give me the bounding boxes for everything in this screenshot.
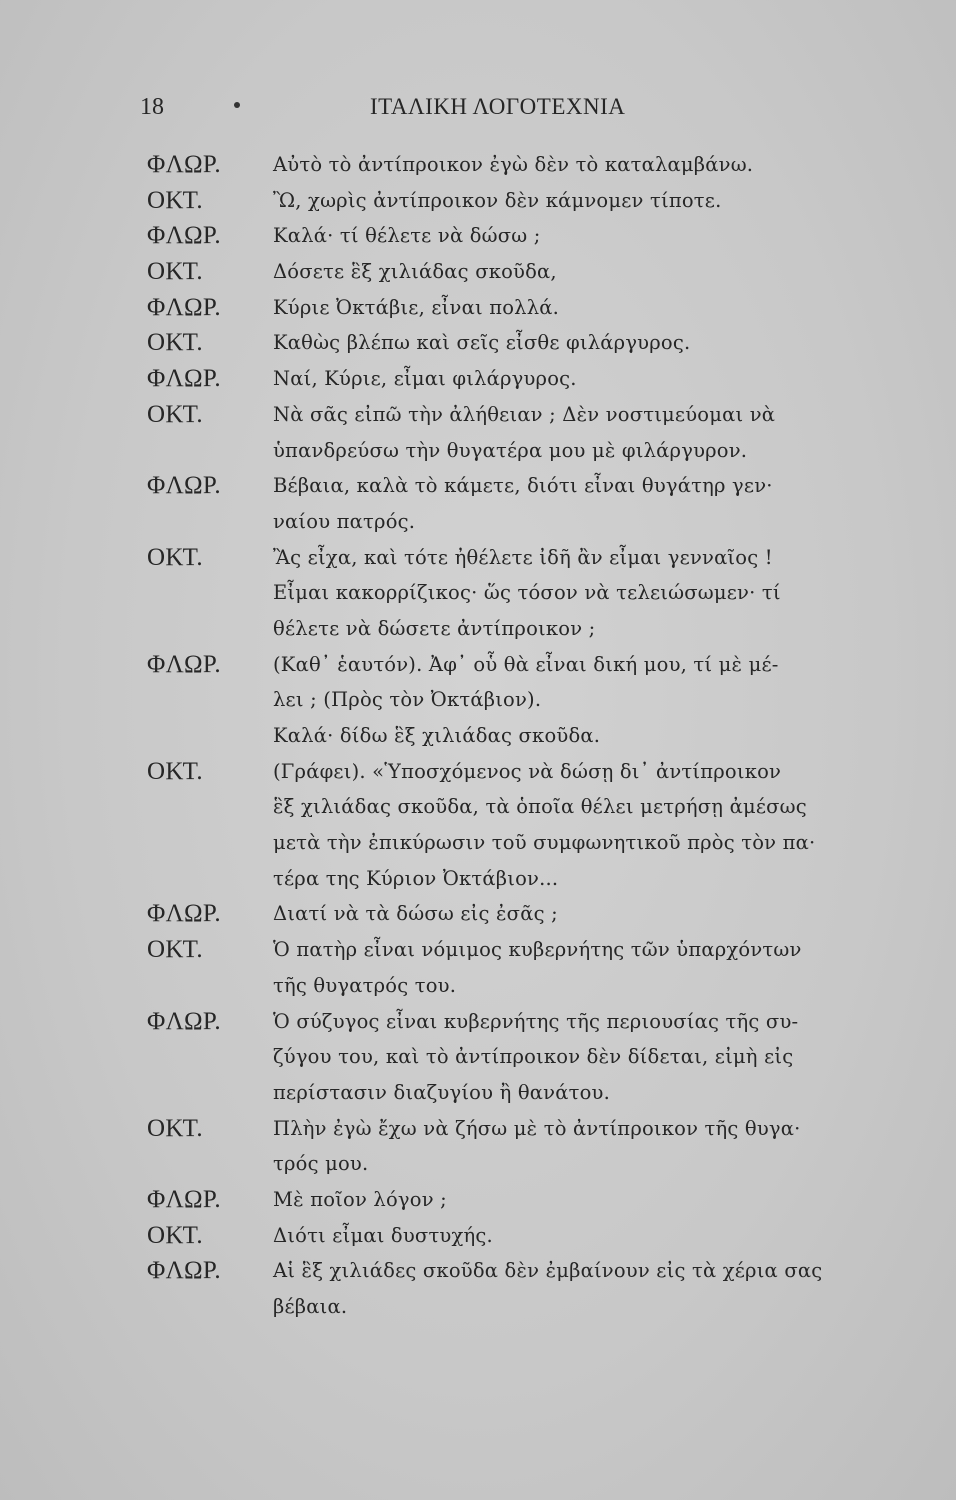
dialogue-line: [147, 540, 937, 576]
dialogue-line: [147, 718, 937, 754]
dialogue-line: [147, 1182, 937, 1218]
line-text: Ὁ σύζυγος εἶναι κυβερνήτης τῆς περιουσίας τῆς συ-: [273, 1009, 799, 1033]
dialogue-line: [147, 968, 937, 1004]
dialogue-line: [147, 290, 937, 326]
dialogue-line: [147, 1218, 937, 1254]
line-text: Νὰ σᾶς εἰπῶ τὴν ἀλήθειαν ; Δὲν νοστιμεύομαι νὰ: [273, 402, 776, 426]
speaker-label: ΟΚΤ.: [147, 936, 203, 964]
dialogue-line: [147, 825, 937, 861]
dialogue-line: [147, 789, 937, 825]
dialogue-block: [147, 147, 937, 1325]
line-text: τρός μου.: [273, 1152, 369, 1176]
line-text: Εἶμαι κακορρίζικος· ὥς τόσον νὰ τελειώσωμεν· τί: [273, 581, 781, 605]
dialogue-line: [147, 754, 937, 790]
line-text: θέλετε νὰ δώσετε ἀντίπροικον ;: [273, 616, 596, 640]
line-text: λει ; (Πρὸς τὸν Ὀκτάβιον).: [273, 688, 542, 712]
speaker-label: ΦΛΩΡ.: [147, 1007, 221, 1035]
dialogue-line: [147, 896, 937, 932]
dialogue-line: [147, 682, 937, 718]
dialogue-line: [147, 468, 937, 504]
speaker-label: ΦΛΩΡ.: [147, 293, 221, 321]
line-text: Καθὼς βλέπω καὶ σεῖς εἶσθε φιλάργυρος.: [273, 331, 691, 355]
dialogue-line: [147, 147, 937, 183]
speaker-label: ΟΚΤ.: [147, 258, 203, 286]
line-text: ζύγου του, καὶ τὸ ἀντίπροικον δὲν δίδεται, εἰμὴ εἰς: [273, 1045, 794, 1069]
line-text: Ναί, Κύριε, εἶμαι φιλάργυρος.: [273, 367, 577, 391]
speaker-label: ΟΚΤ.: [147, 543, 203, 571]
line-text: Κύριε Ὀκτάβιε, εἶναι πολλά.: [273, 295, 560, 319]
line-text: Βέβαια, καλὰ τὸ κάμετε, διότι εἶναι θυγάτηρ γεν·: [273, 474, 773, 498]
line-text: περίστασιν διαζυγίου ἢ θανάτου.: [273, 1080, 610, 1104]
page-number: 18: [140, 94, 164, 120]
line-text: Καλά· δίδω ἓξ χιλιάδας σκοῦδα.: [273, 724, 601, 747]
dialogue-line: [147, 1253, 937, 1289]
dialogue-line: [147, 218, 937, 254]
page-header: [140, 94, 830, 130]
dialogue-line: [147, 647, 937, 683]
line-text: Διότι εἶμαι δυστυχής.: [273, 1223, 493, 1247]
dialogue-line: [147, 861, 937, 897]
ink-speck: [234, 102, 240, 108]
dialogue-line: [147, 433, 937, 469]
dialogue-line: [147, 1075, 937, 1111]
dialogue-line: [147, 1146, 937, 1182]
speaker-label: ΦΛΩΡ.: [147, 1185, 221, 1213]
speaker-label: ΦΛΩΡ.: [147, 365, 221, 393]
dialogue-line: [147, 504, 937, 540]
speaker-label: ΟΚΤ.: [147, 400, 203, 428]
line-text: Δόσετε ἓξ χιλιάδας σκοῦδα,: [273, 260, 557, 284]
speaker-label: ΦΛΩΡ.: [147, 151, 221, 178]
line-text: Ὁ πατὴρ εἶναι νόμιμος κυβερνήτης τῶν ὑπαρχόντων: [273, 938, 802, 962]
dialogue-line: [147, 1039, 937, 1075]
speaker-label: ΟΚΤ.: [147, 186, 203, 214]
line-text: Ὢ, χωρὶς ἀντίπροικον δὲν κάμνομεν τίποτε.: [273, 188, 722, 212]
line-text: ναίου πατρός.: [273, 509, 416, 533]
speaker-label: ΦΛΩΡ.: [147, 1257, 221, 1285]
speaker-label: ΟΚΤ.: [147, 1221, 203, 1249]
line-text: Αὐτὸ τὸ ἀντίπροικον ἐγὼ δὲν τὸ καταλαμβάνω.: [273, 153, 754, 176]
line-text: Καλά· τί θέλετε νὰ δώσω ;: [273, 224, 541, 248]
speaker-label: ΟΚΤ.: [147, 1114, 203, 1142]
line-text: (Γράφει). «Ὑποσχόμενος νὰ δώσῃ δι᾽ ἀντίπροικον: [273, 759, 782, 783]
line-text: τέρα της Κύριον Ὀκτάβιον...: [273, 866, 559, 890]
line-text: Αἱ ἓξ χιλιάδες σκοῦδα δὲν ἐμβαίνουν εἰς τὰ χέρια σας: [273, 1259, 823, 1283]
dialogue-line: [147, 1289, 937, 1325]
line-text: Ἂς εἶχα, καὶ τότε ἠθέλετε ἰδῆ ἂν εἶμαι γενναῖος !: [273, 545, 773, 569]
dialogue-line: [147, 611, 937, 647]
dialogue-line: [147, 1111, 937, 1147]
line-text: μετὰ τὴν ἐπικύρωσιν τοῦ συμφωνητικοῦ πρὸς τὸν πα·: [273, 831, 816, 855]
line-text: Μὲ ποῖον λόγον ;: [273, 1187, 447, 1211]
line-text: Διατί νὰ τὰ δώσω εἰς ἐσᾶς ;: [273, 902, 558, 926]
dialogue-line: [147, 183, 937, 219]
speaker-label: ΟΚΤ.: [147, 757, 203, 785]
line-text: βέβαια.: [273, 1295, 348, 1318]
dialogue-line: [147, 361, 937, 397]
speaker-label: ΦΛΩΡ.: [147, 900, 221, 928]
dialogue-line: [147, 575, 937, 611]
line-text: Πλὴν ἐγὼ ἔχω νὰ ζήσω μὲ τὸ ἀντίπροικον τῆς θυγα·: [273, 1116, 801, 1140]
dialogue-line: [147, 254, 937, 290]
running-head: ΙΤΑΛΙΚΗ ΛΟΓΟΤΕΧΝΙΑ: [370, 94, 626, 119]
line-text: τῆς θυγατρός του.: [273, 973, 457, 997]
speaker-label: ΦΛΩΡ.: [147, 472, 221, 500]
dialogue-line: [147, 325, 937, 361]
dialogue-line: [147, 932, 937, 968]
speaker-label: ΟΚΤ.: [147, 329, 203, 357]
line-text: ὑπανδρεύσω τὴν θυγατέρα μου μὲ φιλάργυρον.: [273, 438, 748, 462]
line-text: ἓξ χιλιάδας σκοῦδα, τὰ ὁποῖα θέλει μετρήσῃ ἀμέσως: [273, 795, 807, 819]
line-text: (Καθ᾽ ἑαυτόν). Ἀφ᾽ οὗ θὰ εἶναι δική μου, τί μὲ μέ-: [273, 652, 779, 676]
speaker-label: ΦΛΩΡ.: [147, 222, 221, 250]
dialogue-line: [147, 397, 937, 433]
speaker-label: ΦΛΩΡ.: [147, 650, 221, 678]
dialogue-line: [147, 1004, 937, 1040]
